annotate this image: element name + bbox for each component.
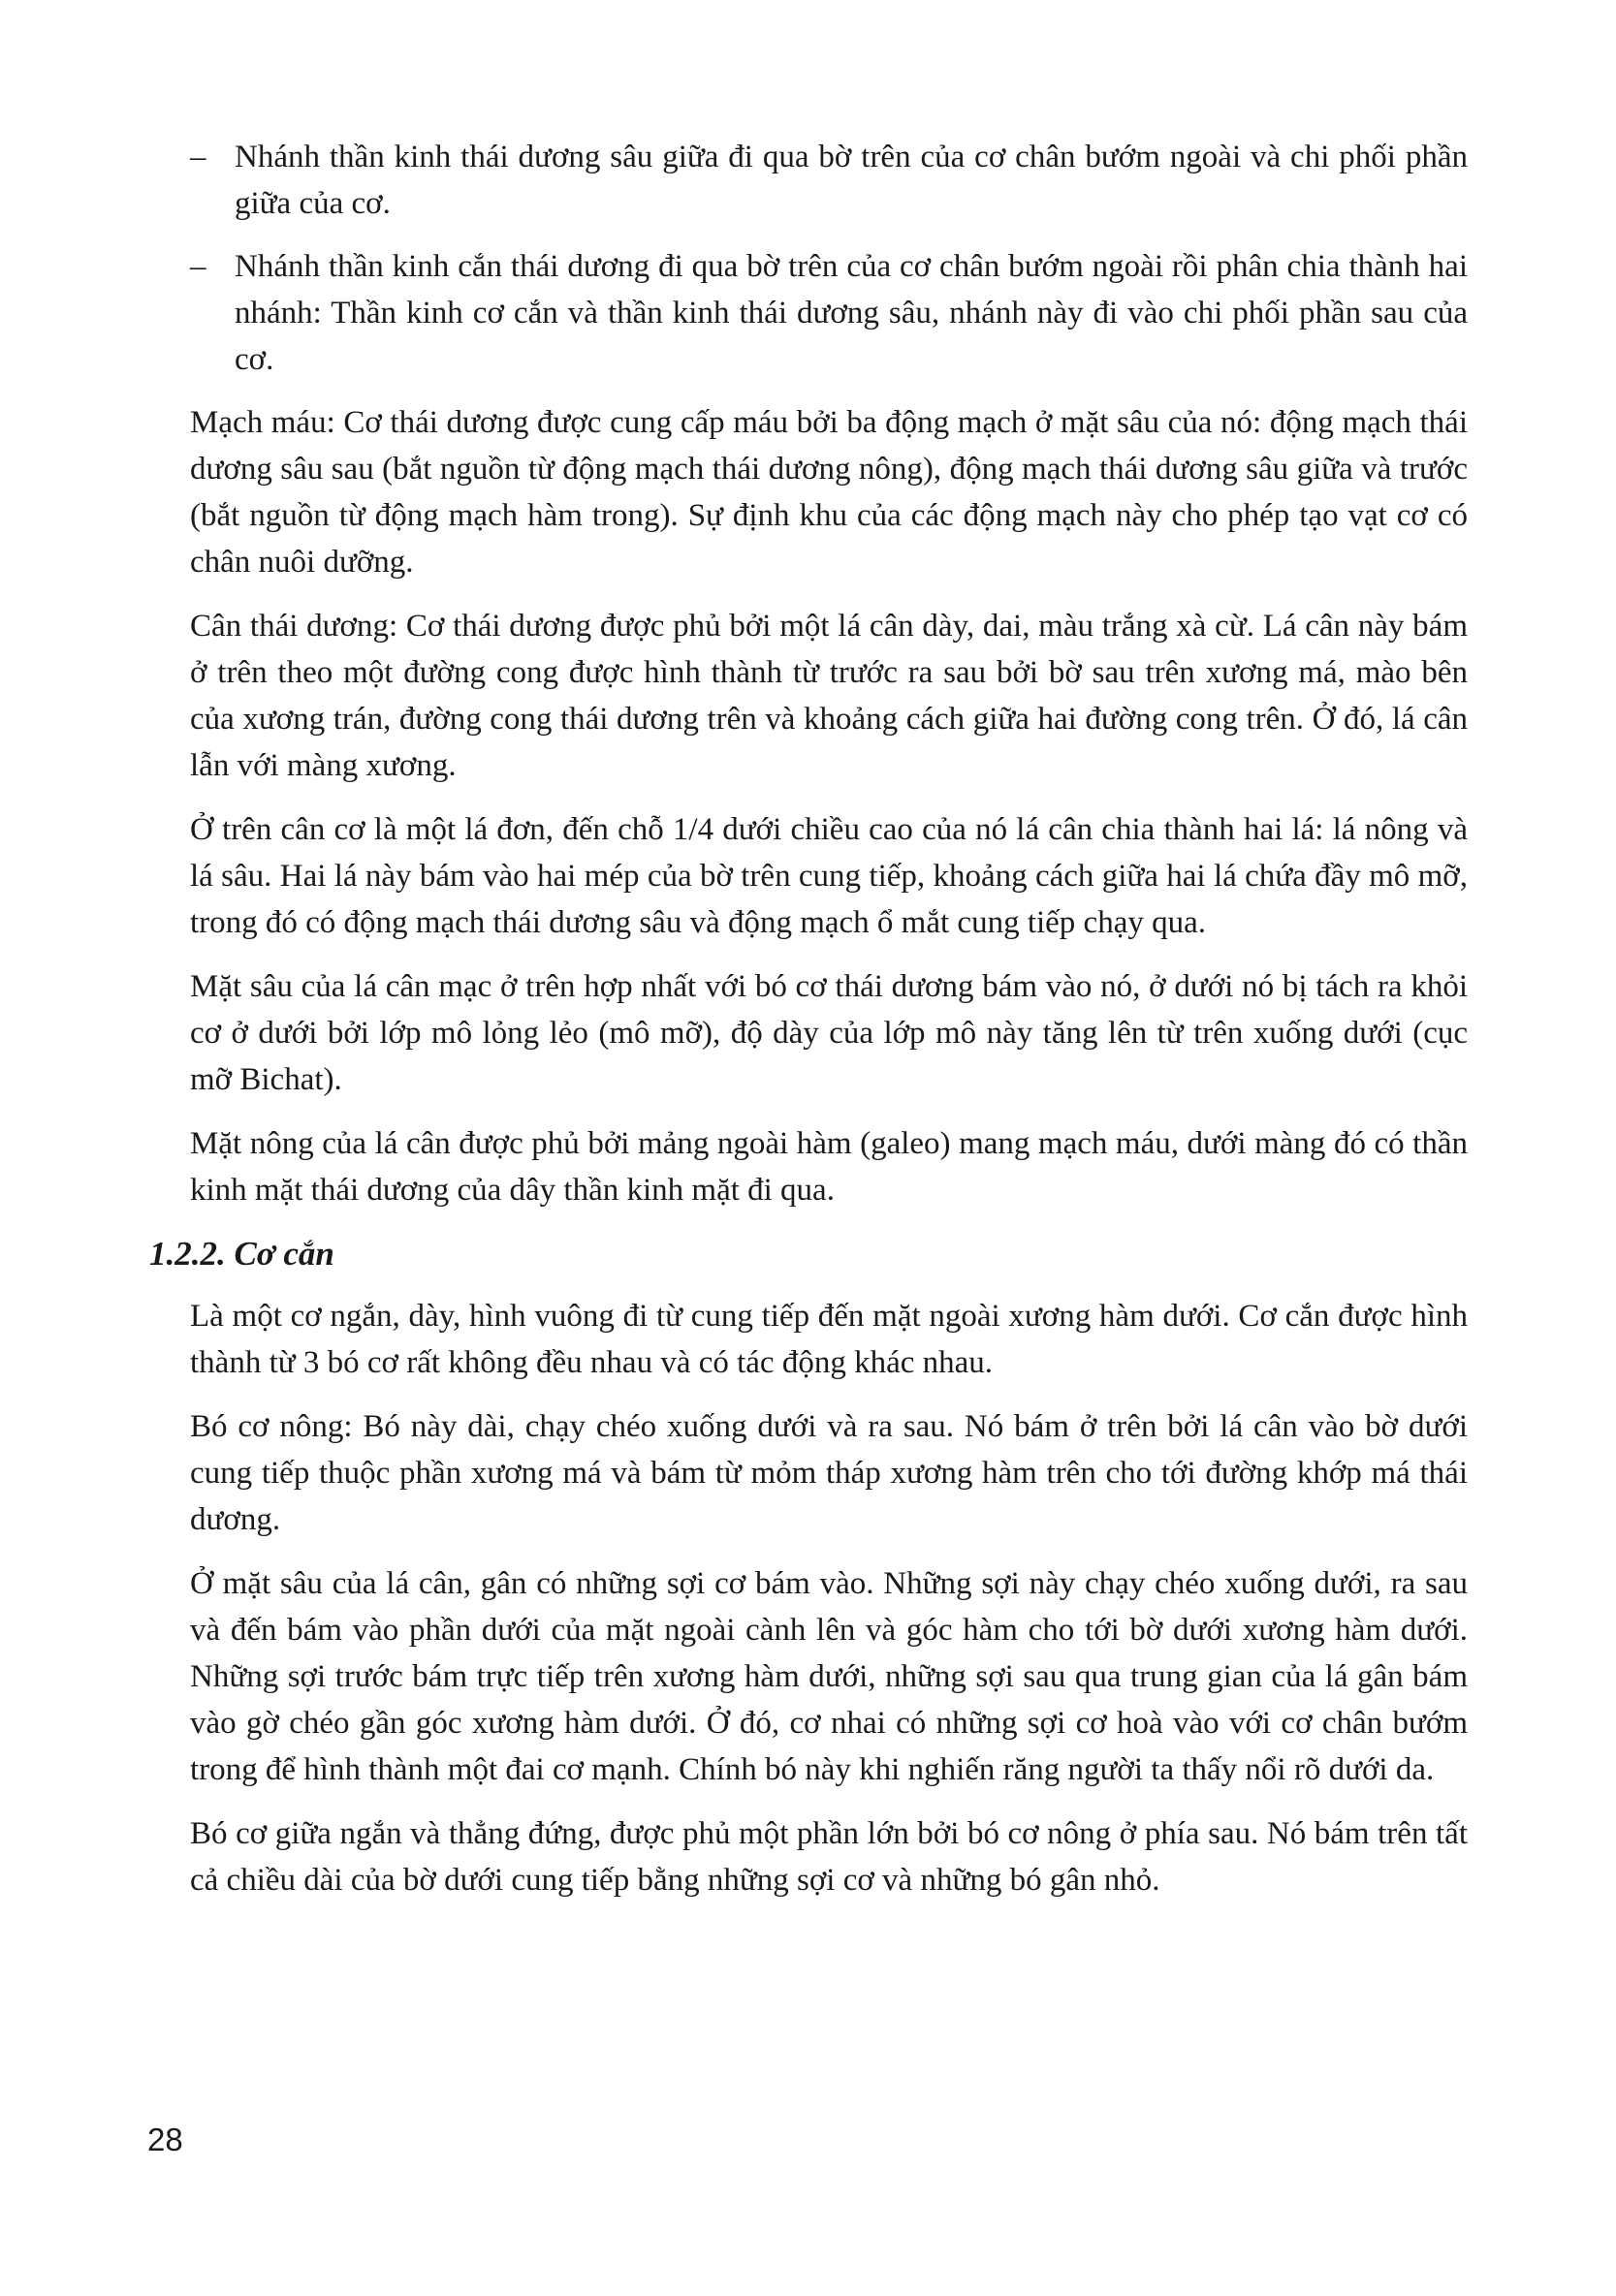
paragraph-masseter-intro: Là một cơ ngắn, dày, hình vuông đi từ cung tiếp đến mặt ngoài xương hàm dưới. Cơ cắn được hình thành từ 3 bó cơ rất không đều nhau và có tác động khác nhau.: [190, 1299, 1468, 1380]
paragraph-fascia-superficial-surface: Mặt nông của lá cân được phủ bởi mảng ngoài hàm (galeo) mang mạch máu, dưới màng đó có thần kinh mặt thái dương của dây thần kinh mặt đi qua.: [190, 1126, 1468, 1208]
bullet-text: Nhánh thần kinh thái dương sâu giữa đi qua bờ trên của cơ chân bướm ngoài và chi phối phần giữa của cơ.: [235, 140, 1468, 221]
page-number: 28: [147, 2122, 183, 2157]
page-body: [149, 134, 1468, 1921]
section-heading: 1.2.2. Cơ cắn: [149, 1235, 334, 1273]
paragraph-fascia-layers: Ở trên cân cơ là một lá đơn, đến chỗ 1/4 dưới chiều cao của nó lá cân chia thành hai lá: lá nông và lá sâu. Hai lá này bám vào hai mép của bờ trên cung tiếp, khoảng cách giữa hai lá chứa đầy mô mỡ, trong đó có động mạch thái dương sâu và động mạch ổ mắt cung tiếp chạy qua.: [190, 812, 1468, 940]
bullet-text: Nhánh thần kinh cắn thái dương đi qua bờ trên của cơ chân bướm ngoài rồi phân chia thành hai nhánh: Thần kinh cơ cắn và thần kinh thái dương sâu, nhánh này đi vào chi phối phần sau của cơ.: [235, 249, 1468, 377]
paragraph-fascia-deep-surface: Mặt sâu của lá cân mạc ở trên hợp nhất với bó cơ thái dương bám vào nó, ở dưới nó bị tách ra khỏi cơ ở dưới bởi lớp mô lỏng lẻo (mô mỡ), độ dày của lớp mô này tăng lên từ trên xuống dưới (cục mỡ Bichat).: [190, 969, 1468, 1097]
paragraph-middle-bundle: Bó cơ giữa ngắn và thẳng đứng, được phủ một phần lớn bởi bó cơ nông ở phía sau. Nó bám trên tất cả chiều dài của bờ dưới cung tiếp bằng những sợi cơ và những bó gân nhỏ.: [190, 1816, 1468, 1898]
paragraph-tendon-fibers: Ở mặt sâu của lá cân, gân có những sợi cơ bám vào. Những sợi này chạy chéo xuống dưới, ra sau và đến bám vào phần dưới của mặt ngoài cành lên và góc hàm cho tới bờ dưới xương hàm dưới. Những sợi trước bám trực tiếp trên xương hàm dưới, những sợi sau qua trung gian của lá gân bám vào gờ chéo gần góc xương hàm dưới. Ở đó, cơ nhai có những sợi cơ hoà vào với cơ chân bướm trong để hình thành một đai cơ mạnh. Chính bó này khi nghiến răng người ta thấy nổi rõ dưới da.: [190, 1566, 1468, 1787]
paragraph-blood-vessels: Mạch máu: Cơ thái dương được cung cấp máu bởi ba động mạch ở mặt sâu của nó: động mạch thái dương sâu sau (bắt nguồn từ động mạch thái dương nông), động mạch thái dương sâu giữa và trước (bắt nguồn từ động mạch hàm trong). Sự định khu của các động mạch này cho phép tạo vạt cơ có chân nuôi dưỡng.: [190, 405, 1468, 580]
bullet-item: [190, 134, 1468, 227]
paragraph-temporal-fascia: Cân thái dương: Cơ thái dương được phủ bởi một lá cân dày, dai, màu trắng xà cừ. Lá cân này bám ở trên theo một đường cong được hình thành từ trước ra sau bởi bờ sau trên xương má, mào bên của xương trán, đường cong thái dương trên và khoảng cách giữa hai đường cong trên. Ở đó, lá cân lẫn với màng xương.: [190, 609, 1468, 783]
bullet-dash: –: [190, 249, 206, 284]
bullet-dash: –: [190, 140, 206, 174]
bullet-item: [190, 243, 1468, 383]
paragraph-superficial-bundle: Bó cơ nông: Bó này dài, chạy chéo xuống dưới và ra sau. Nó bám ở trên bởi lá cân vào bờ dưới cung tiếp thuộc phần xương má và bám từ mỏm tháp xương hàm trên cho tới đường khớp má thái dương.: [190, 1409, 1468, 1537]
